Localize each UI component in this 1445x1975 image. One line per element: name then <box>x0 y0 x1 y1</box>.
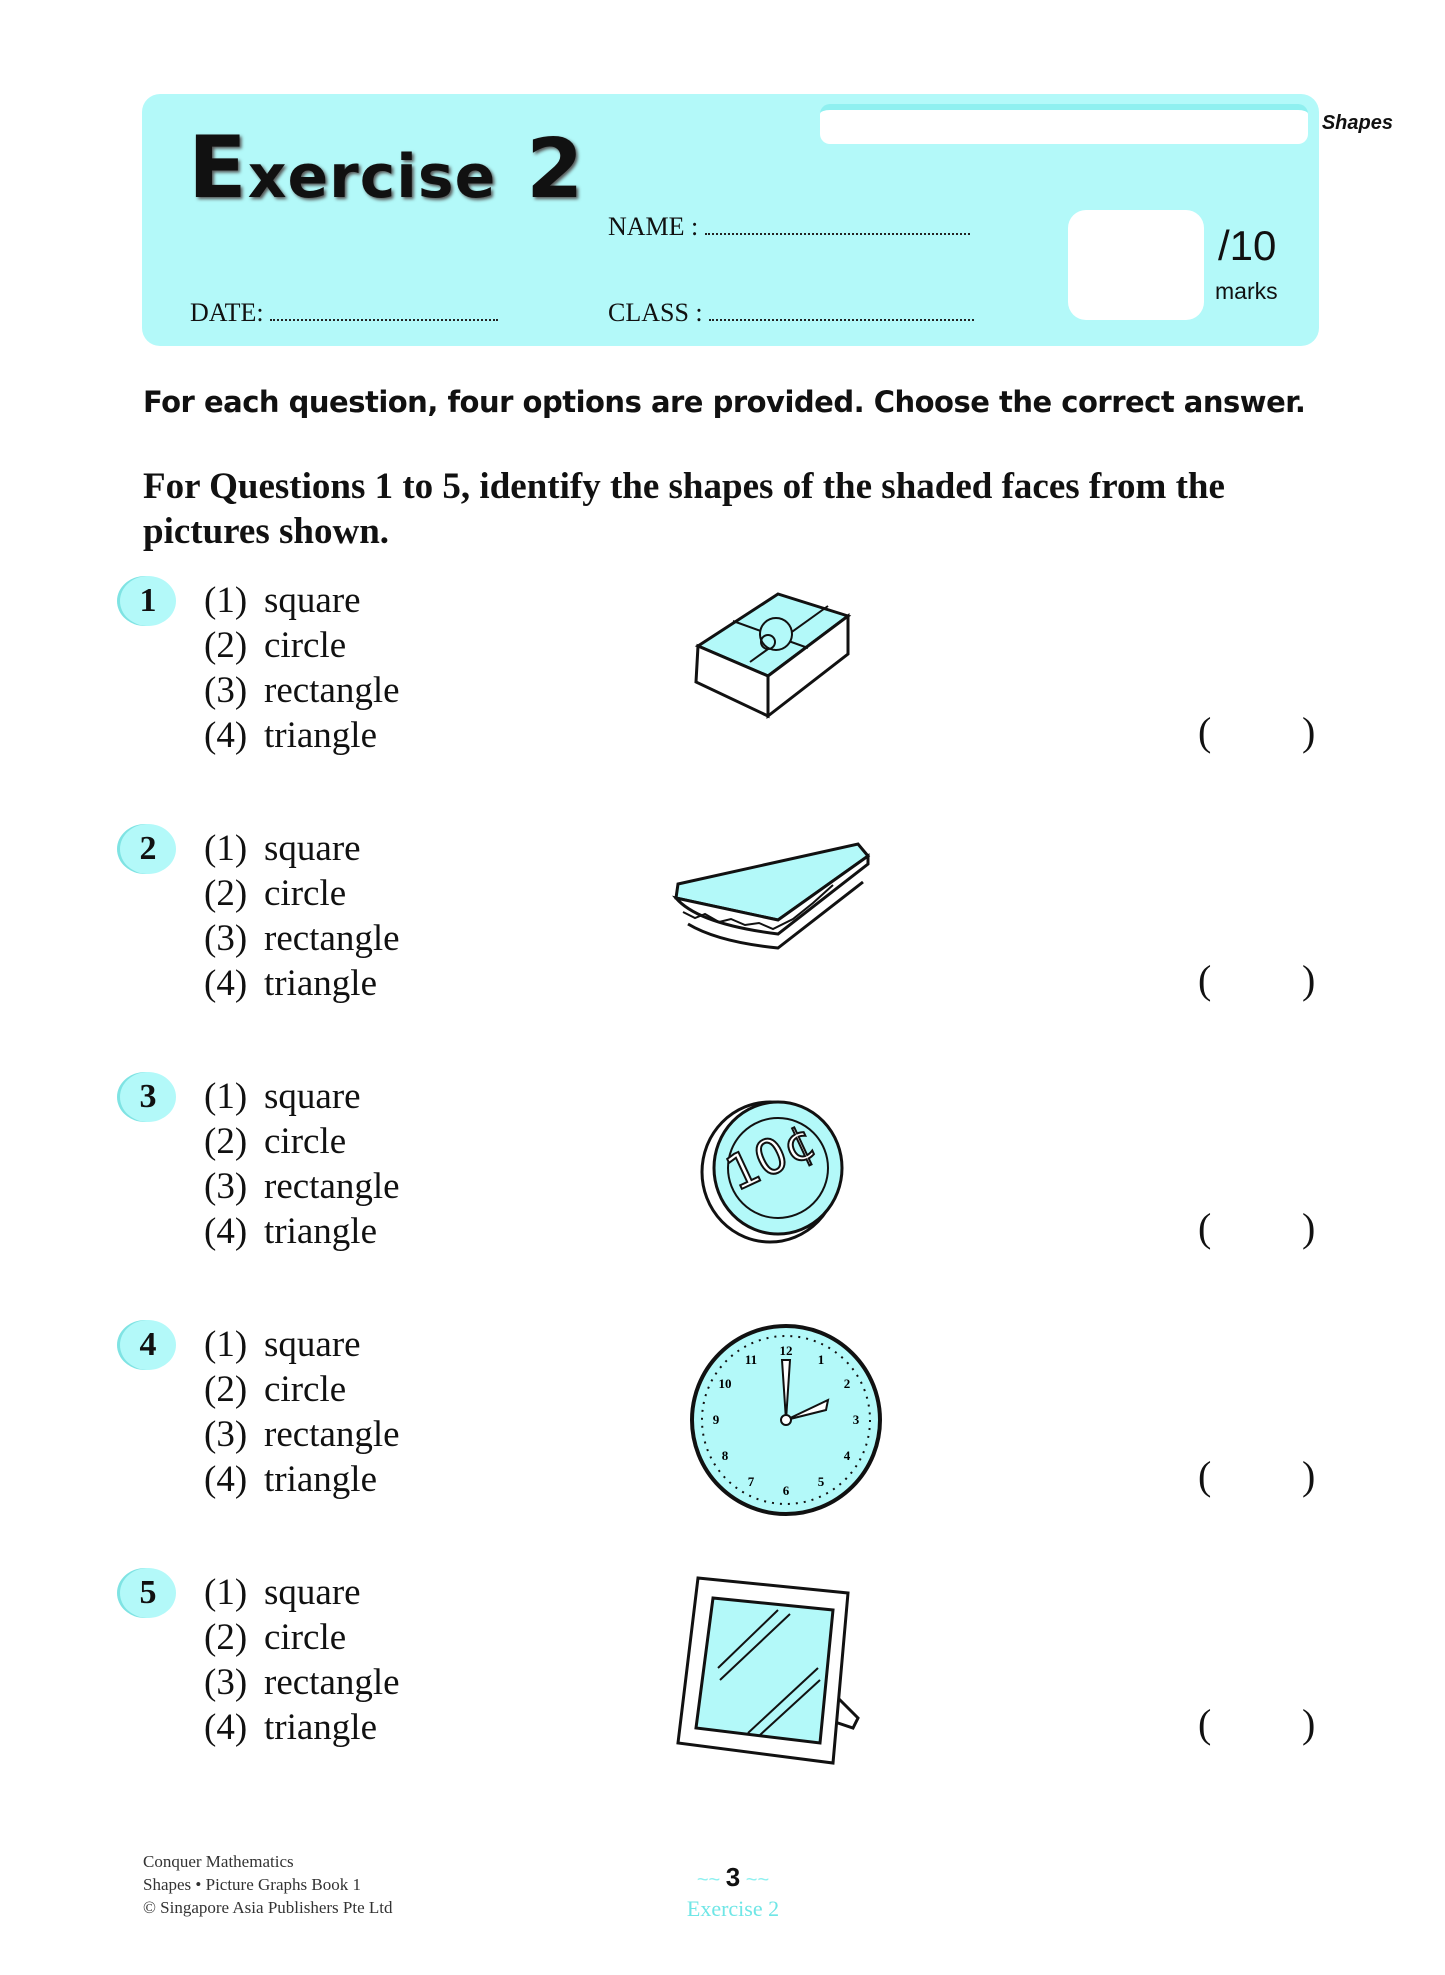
svg-text:11: 11 <box>744 1352 758 1367</box>
svg-text:2: 2 <box>843 1376 851 1391</box>
option-number: (3) <box>204 1414 248 1455</box>
page-number <box>680 1862 786 1893</box>
question-1 <box>118 576 1338 776</box>
question-5 <box>118 1568 1338 1768</box>
options-list <box>204 1074 400 1254</box>
question-4 <box>118 1320 1338 1520</box>
answer-bracket-open[interactable]: ( <box>1198 709 1212 754</box>
option-text: circle <box>264 1121 347 1162</box>
svg-text:4: 4 <box>843 1448 851 1463</box>
option-text: square <box>264 580 361 621</box>
option-2[interactable] <box>204 1119 400 1164</box>
class-field[interactable] <box>608 298 974 328</box>
answer-bracket-close[interactable]: ) <box>1302 957 1316 1002</box>
exercise-title <box>188 118 584 218</box>
option-text: triangle <box>264 1707 378 1748</box>
question-2 <box>118 824 1338 1024</box>
swirl-icon: ~~ <box>740 1869 770 1891</box>
option-number: (3) <box>204 1662 248 1703</box>
title-rest: xercise <box>247 142 497 212</box>
date-label: DATE: <box>190 298 264 327</box>
option-number: (1) <box>204 580 248 621</box>
option-text: square <box>264 1324 361 1365</box>
option-4[interactable] <box>204 1209 400 1254</box>
question-number-badge: 3 <box>120 1072 176 1122</box>
section-heading: For Questions 1 to 5, identify the shapes of the shaded faces from the pictures shown. <box>143 466 1225 552</box>
option-1[interactable] <box>204 1322 400 1367</box>
answer-bracket-close[interactable]: ) <box>1302 1453 1316 1498</box>
date-field[interactable] <box>190 298 498 328</box>
option-text: rectangle <box>264 1414 400 1455</box>
option-2[interactable] <box>204 1615 400 1660</box>
svg-text:9: 9 <box>712 1412 720 1427</box>
option-number: (2) <box>204 625 248 666</box>
option-4[interactable] <box>204 713 400 758</box>
page-number-text: 3 <box>725 1862 741 1892</box>
question-number-badge: 5 <box>120 1568 176 1618</box>
class-label: CLASS : <box>608 298 703 327</box>
option-text: circle <box>264 873 347 914</box>
option-number: (3) <box>204 1166 248 1207</box>
option-3[interactable] <box>204 1660 400 1705</box>
section-label: Shapes <box>1321 112 1393 134</box>
option-4[interactable] <box>204 1457 400 1502</box>
option-number: (4) <box>204 1459 248 1500</box>
option-number: (2) <box>204 1121 248 1162</box>
option-number: (2) <box>204 873 248 914</box>
option-4[interactable] <box>204 1705 400 1750</box>
footer-line: Shapes • Picture Graphs Book 1 <box>143 1875 361 1894</box>
options-list <box>204 1570 400 1750</box>
options-list <box>204 826 400 1006</box>
option-number: (3) <box>204 670 248 711</box>
marks-label: marks <box>1215 278 1278 304</box>
option-1[interactable] <box>204 826 400 871</box>
page-exercise-label: Exercise 2 <box>686 1896 780 1921</box>
option-number: (1) <box>204 1572 248 1613</box>
svg-text:8: 8 <box>721 1448 729 1463</box>
option-1[interactable] <box>204 1570 400 1615</box>
option-3[interactable] <box>204 668 400 713</box>
answer-bracket-open[interactable]: ( <box>1198 957 1212 1002</box>
name-label: NAME : <box>608 212 699 241</box>
option-number: (4) <box>204 1211 248 1252</box>
option-3[interactable] <box>204 1164 400 1209</box>
option-text: square <box>264 1572 361 1613</box>
option-3[interactable] <box>204 1412 400 1457</box>
option-number: (1) <box>204 1076 248 1117</box>
svg-text:1: 1 <box>817 1352 825 1367</box>
swirl-icon: ~~ <box>696 1869 726 1891</box>
svg-text:6: 6 <box>782 1483 790 1498</box>
options-list <box>204 1322 400 1502</box>
svg-text:5: 5 <box>817 1474 825 1489</box>
option-number: (4) <box>204 1707 248 1748</box>
sandwich-icon <box>658 824 898 1024</box>
option-text: triangle <box>264 1211 378 1252</box>
option-text: triangle <box>264 715 378 756</box>
title-number: 2 <box>526 122 585 217</box>
instruction: For each question, four options are provided. Choose the correct answer. <box>143 385 1306 419</box>
option-1[interactable] <box>204 578 400 623</box>
answer-bracket-close[interactable]: ) <box>1302 709 1316 754</box>
question-number-badge: 4 <box>120 1320 176 1370</box>
option-2[interactable] <box>204 623 400 668</box>
option-text: circle <box>264 625 347 666</box>
svg-text:7: 7 <box>747 1474 755 1489</box>
option-number: (1) <box>204 1324 248 1365</box>
svg-text:10: 10 <box>718 1376 732 1391</box>
option-text: triangle <box>264 963 378 1004</box>
coin-icon <box>658 1072 898 1272</box>
footer-line: © Singapore Asia Publishers Pte Ltd <box>143 1898 393 1917</box>
option-text: circle <box>264 1617 347 1658</box>
option-3[interactable] <box>204 916 400 961</box>
answer-bracket-close[interactable]: ) <box>1302 1205 1316 1250</box>
marks-total: /10 <box>1218 222 1277 269</box>
option-number: (2) <box>204 1617 248 1658</box>
options-list <box>204 578 400 758</box>
option-2[interactable] <box>204 871 400 916</box>
option-number: (4) <box>204 715 248 756</box>
name-field[interactable] <box>608 212 970 242</box>
answer-bracket-open[interactable]: ( <box>1198 1453 1212 1498</box>
option-number: (4) <box>204 963 248 1004</box>
question-3 <box>118 1072 1338 1272</box>
option-4[interactable] <box>204 961 400 1006</box>
option-text: square <box>264 828 361 869</box>
section-tab <box>820 104 1308 144</box>
option-text: rectangle <box>264 1166 400 1207</box>
option-text: circle <box>264 1369 347 1410</box>
marks-box[interactable] <box>1068 210 1204 320</box>
option-number: (1) <box>204 828 248 869</box>
footer-line: Conquer Mathematics <box>143 1852 294 1871</box>
answer-bracket-close[interactable]: ) <box>1302 1701 1316 1746</box>
svg-text:12: 12 <box>779 1343 793 1358</box>
question-number-badge: 1 <box>120 576 176 626</box>
option-text: rectangle <box>264 670 400 711</box>
svg-text:3: 3 <box>852 1412 860 1427</box>
option-text: square <box>264 1076 361 1117</box>
option-text: rectangle <box>264 918 400 959</box>
option-2[interactable] <box>204 1367 400 1412</box>
option-number: (2) <box>204 1369 248 1410</box>
footer-credits <box>143 1850 393 1919</box>
option-1[interactable] <box>204 1074 400 1119</box>
clock-icon <box>658 1320 898 1520</box>
option-text: rectangle <box>264 1662 400 1703</box>
question-number-badge: 2 <box>120 824 176 874</box>
answer-bracket-open[interactable]: ( <box>1198 1205 1212 1250</box>
option-number: (3) <box>204 918 248 959</box>
picture-frame-icon <box>658 1568 898 1768</box>
answer-bracket-open[interactable]: ( <box>1198 1701 1212 1746</box>
title-initial: E <box>188 118 248 218</box>
coin-label: 10¢ <box>717 1112 825 1203</box>
gift-box-icon <box>658 576 898 776</box>
option-text: triangle <box>264 1459 378 1500</box>
